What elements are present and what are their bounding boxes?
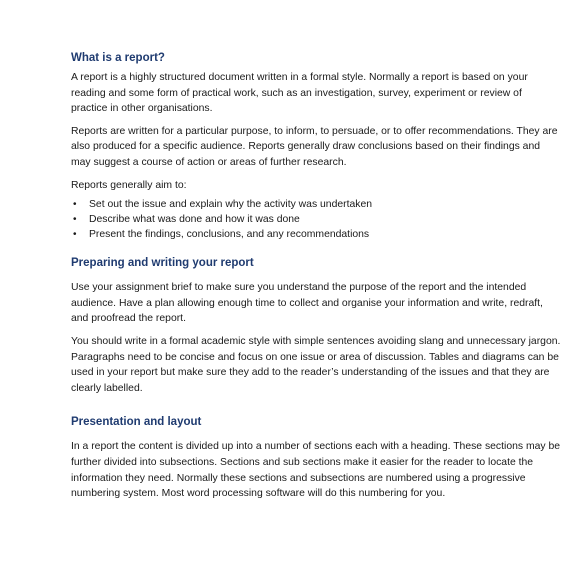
paragraph: Reports generally aim to: <box>71 179 187 191</box>
paragraph: You should write in a formal academic style with simple sentences avoiding slang and unnecessary jargon. Paragraphs need to be concise and focus on one issue or area of discussion. Tables and diagrams can be used in your report but make sure they add to the reader’s understanding of the issues and that they are clearly labelled. <box>71 335 561 394</box>
bullet-text: Present the findings, conclusions, and any recommendations <box>89 229 370 241</box>
bullet-text: Set out the issue and explain why the activity was undertaken <box>89 199 373 211</box>
paragraph: In a report the content is divided up into a number of sections each with a heading. These sections may be further divided into subsections. Sections and sub sections make it easier for the reader to locate the information they need. Normally these sections and subsections are numbered using a progressive numbering system. Most word processing software will do this numbering for you. <box>71 441 561 500</box>
bullet-text: Describe what was done and how it was done <box>89 214 300 226</box>
bullet-list <box>71 197 561 242</box>
bullet-item <box>71 197 561 212</box>
bullet-icon: • <box>73 214 77 226</box>
section-heading-what-is-a-report: What is a report? <box>71 52 165 64</box>
bullet-icon: • <box>73 229 77 241</box>
document-body <box>71 50 561 502</box>
bullet-icon: • <box>73 199 77 211</box>
paragraph: Reports are written for a particular purpose, to inform, to persuade, or to offer recommendations. They are also produced for a specific audience. Reports generally draw conclusions based on their findings and may suggest a course of action or areas of further research. <box>71 125 558 168</box>
paragraph: Use your assignment brief to make sure you understand the purpose of the report and the intended audience. Have a plan allowing enough time to collect and organise your information and write, redraft, and proofread the report. <box>71 282 543 325</box>
section-heading-preparing-and-writing: Preparing and writing your report <box>71 257 254 270</box>
bullet-item <box>71 212 561 227</box>
bullet-item <box>71 227 561 242</box>
section-heading-presentation-and-layout: Presentation and layout <box>71 416 202 429</box>
paragraph: A report is a highly structured document written in a formal style. Normally a report is based on your reading and some form of practical work, such as an investigation, survey, experiment or review of practice in other organisations. <box>71 72 528 115</box>
